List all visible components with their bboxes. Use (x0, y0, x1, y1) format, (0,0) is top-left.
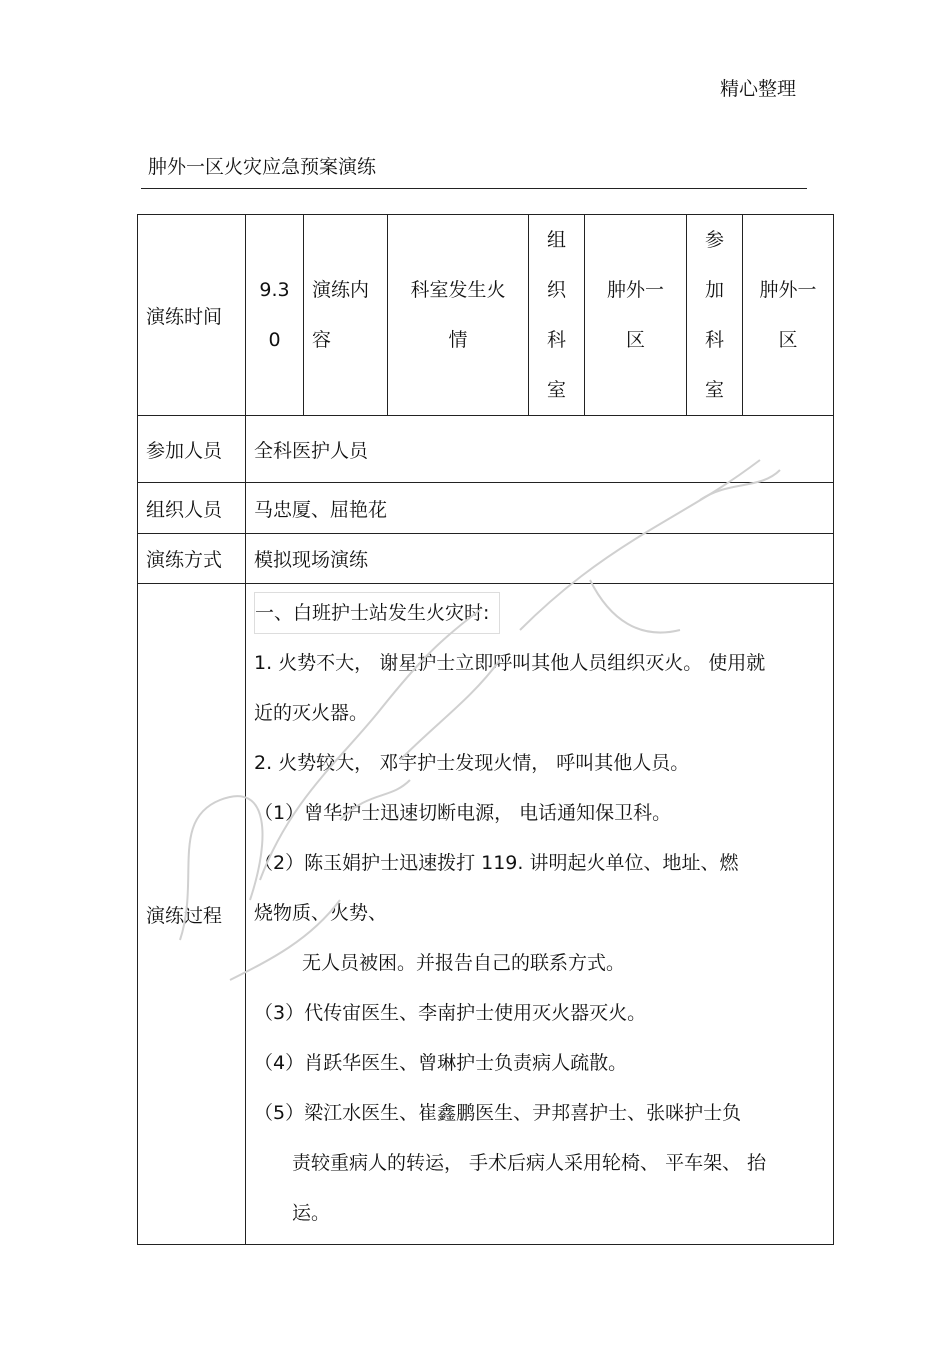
participating-dept-value (743, 215, 834, 416)
drill-content-label (304, 215, 388, 416)
participating-dept-label-char: 室 (704, 379, 724, 401)
organizers-label: 组织人员 (138, 483, 246, 534)
drill-method-label: 演练方式 (138, 534, 246, 584)
process-line: 近的灭火器。 (254, 702, 369, 724)
drill-content-value (388, 215, 529, 416)
process-line: （4）肖跃华医生、曾琳护士负责病人疏散。 (254, 1052, 628, 1074)
drill-time-label: 演练时间 (138, 215, 246, 416)
organizing-dept-value (585, 215, 687, 416)
organizing-dept-label-char: 科 (546, 329, 566, 351)
participating-dept-value-part: 肿外一 (759, 279, 817, 301)
organizing-dept-label-char: 织 (546, 279, 566, 301)
participating-dept-label-char: 科 (704, 329, 724, 351)
drill-table (137, 214, 834, 1245)
table-row-drill-process (138, 584, 834, 1245)
drill-content-value-part: 情 (448, 329, 468, 351)
process-line: 运。 (292, 1202, 331, 1224)
organizing-dept-label-char: 组 (546, 229, 566, 251)
organizing-dept-label-char: 室 (546, 379, 566, 401)
organizing-dept-label (529, 215, 585, 416)
process-line: （1）曾华护士迅速切断电源， 电话通知保卫科。 (254, 802, 672, 824)
process-line: 1. 火势不大， 谢星护士立即呼叫其他人员组织灭火。 使用就 (254, 652, 766, 674)
participants-label: 参加人员 (138, 416, 246, 483)
participating-dept-label-char: 加 (704, 279, 724, 301)
process-line: （3）代传宙医生、李南护士使用灭火器灭火。 (254, 1002, 647, 1024)
table-row-drill-method (138, 534, 834, 584)
process-section-heading: 一、白班护士站发生火灾时: (254, 592, 500, 634)
drill-content-label-part: 容 (312, 329, 332, 351)
drill-time-value-part: 9.3 (259, 279, 290, 301)
participating-dept-label-char: 参 (704, 229, 724, 251)
header-note: 精心整理 (720, 78, 797, 100)
organizing-dept-value-part: 区 (625, 329, 645, 351)
process-line: （2）陈玉娟护士迅速拨打 119. 讲明起火单位、地址、燃 (254, 852, 739, 874)
process-line: 责较重病人的转运， 手术后病人采用轮椅、 平车架、 抬 (292, 1152, 767, 1174)
drill-method-value: 模拟现场演练 (246, 534, 834, 584)
table-row-drill-info (138, 215, 834, 416)
document-title: 肿外一区火灾应急预案演练 (148, 156, 377, 178)
table-row-organizers (138, 483, 834, 534)
drill-process-content (246, 584, 834, 1245)
process-line: （5）梁江水医生、崔鑫鹏医生、尹邦喜护士、张咪护士负 (254, 1102, 742, 1124)
participating-dept-value-part: 区 (778, 329, 798, 351)
organizers-value: 马忠厦、屈艳花 (246, 483, 834, 534)
participating-dept-label (687, 215, 743, 416)
drill-time-value (246, 215, 304, 416)
drill-process-label: 演练过程 (138, 584, 246, 1245)
process-line: 无人员被困。并报告自己的联系方式。 (302, 952, 626, 974)
drill-content-label-part: 演练内 (312, 279, 370, 301)
participants-value: 全科医护人员 (246, 416, 834, 483)
process-line: 烧物质、火势、 (254, 902, 388, 924)
drill-content-value-part: 科室发生火 (410, 279, 506, 301)
table-row-participants (138, 416, 834, 483)
drill-time-value-part: 0 (268, 329, 281, 351)
process-line: 2. 火势较大， 邓宇护士发现火情， 呼叫其他人员。 (254, 752, 690, 774)
title-underline (141, 188, 807, 189)
organizing-dept-value-part: 肿外一 (606, 279, 664, 301)
